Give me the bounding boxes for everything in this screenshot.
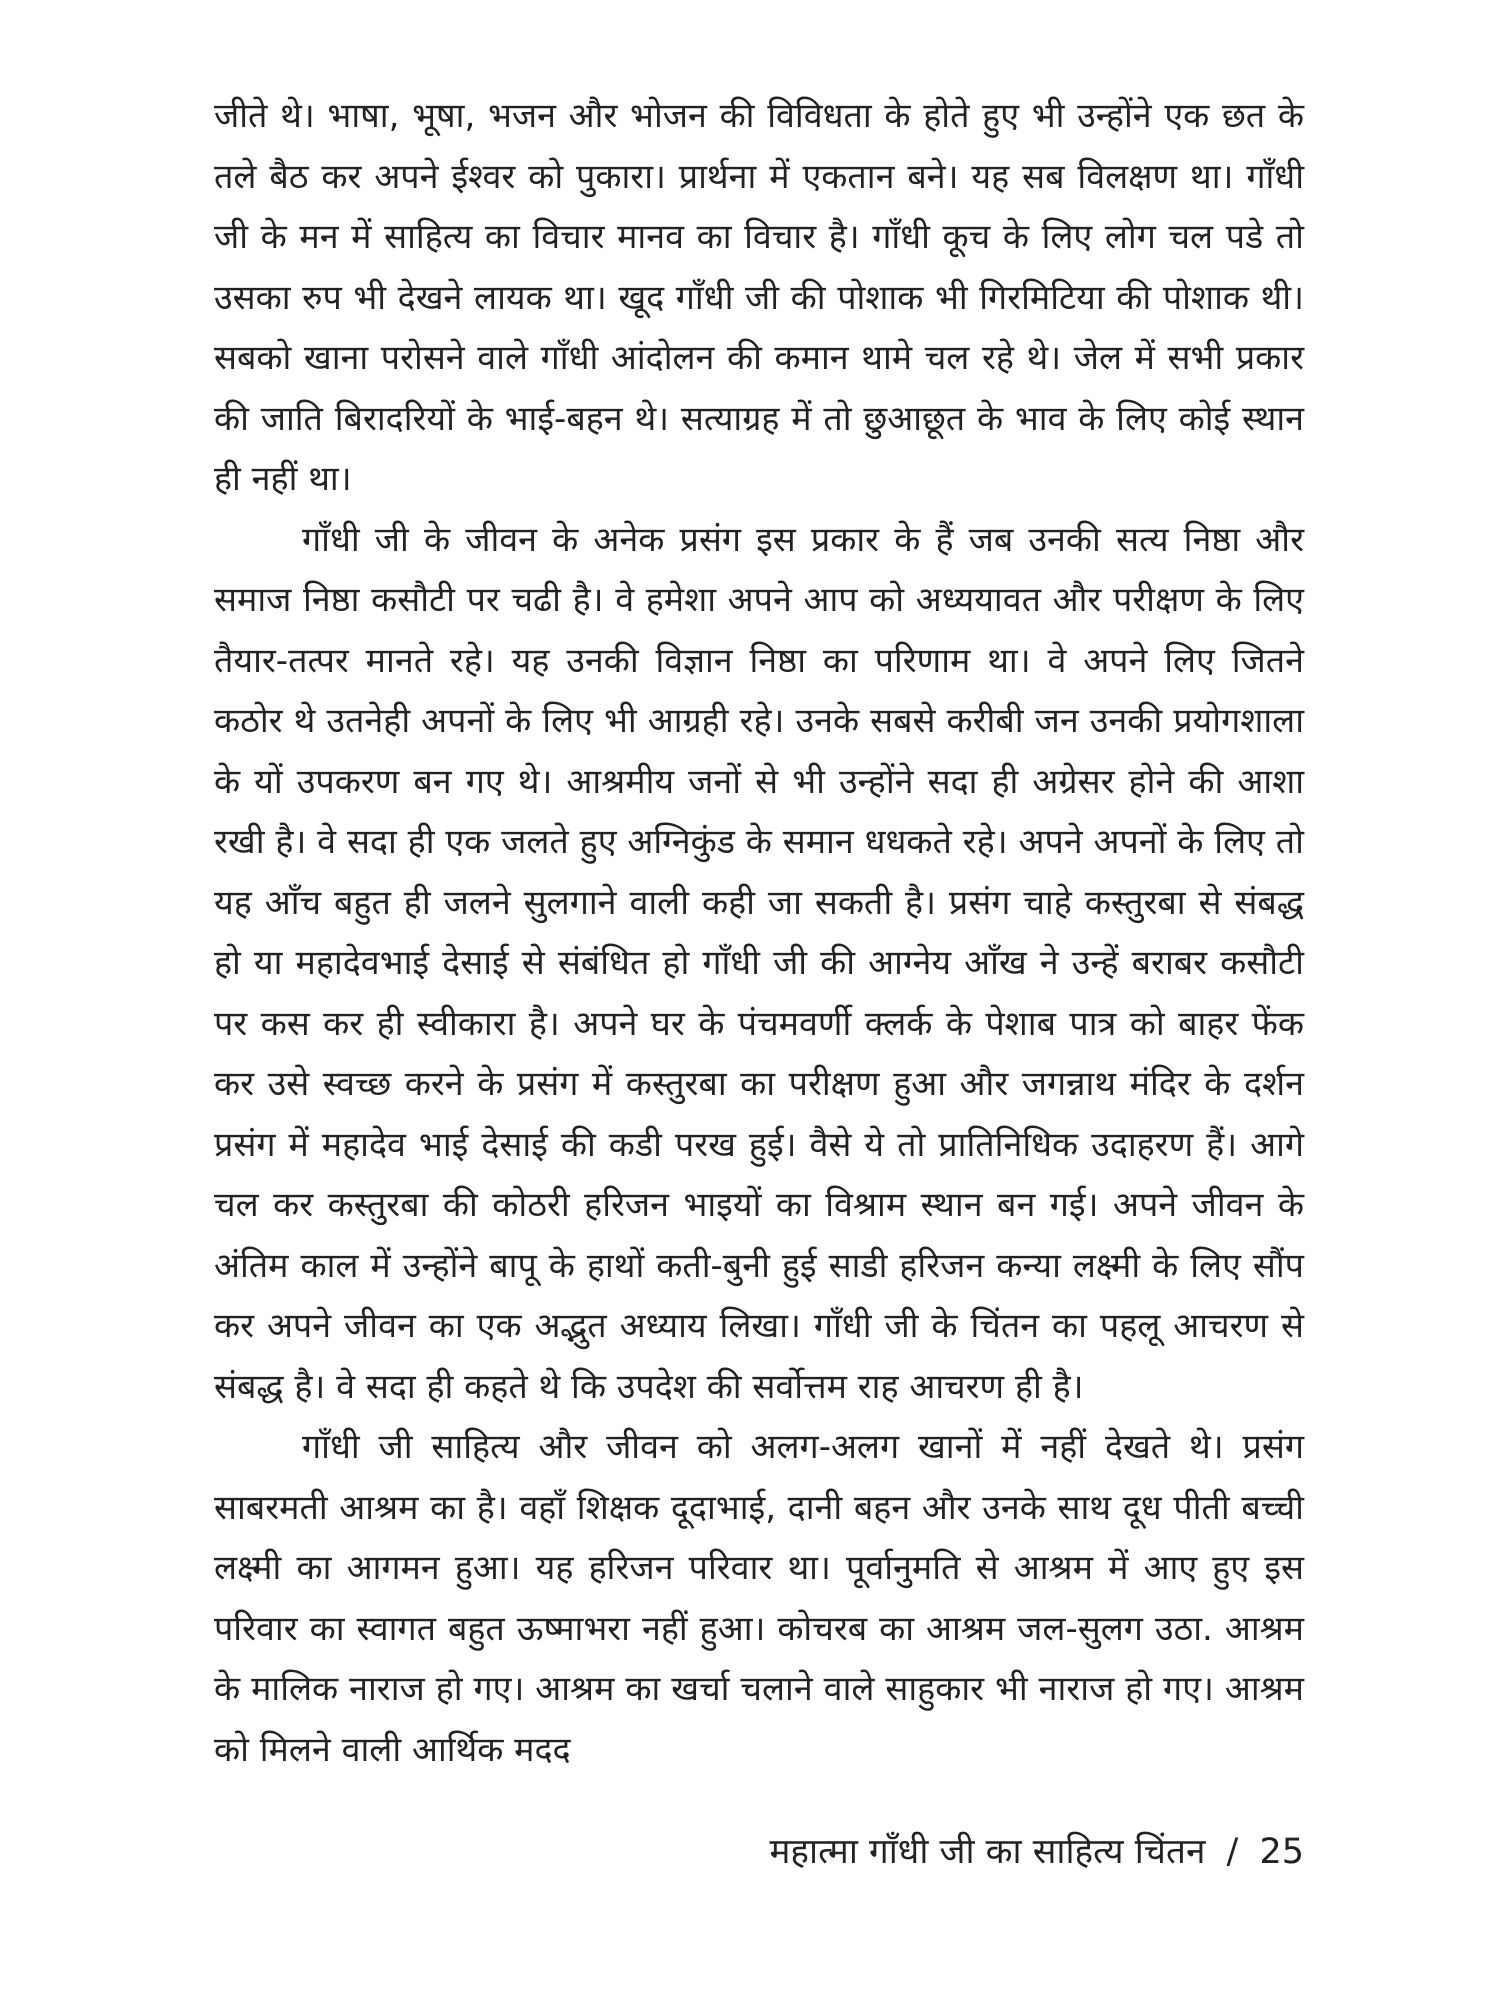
paragraph-3: गाँधी जी साहित्य और जीवन को अलग-अलग खानों में नहीं देखते थे। प्रसंग साबरमती आश्रम का है। वहाँ शिक्षक दूदाभाई, दानी बहन और उनके साथ दूध पीती बच्ची लक्ष्मी का आगमन हुआ। यह हरिजन परिवार था। पूर्वानुमति से आश्रम में आए हुए इस परिवार का स्वागत बहुत ऊष्माभरा नहीं हुआ। कोचरब का आश्रम जल-सुलग उठा. आश्रम के मालिक नाराज हो गए। आश्रम का खर्चा चलाने वाले साहुकार भी नाराज हो गए। आश्रम को मिलने वाली आर्थिक मदद [214, 1427, 1304, 1770]
page-footer [690, 1828, 1304, 1876]
paragraph-1: जीते थे। भाषा, भूषा, भजन और भोजन की विविधता के होते हुए भी उन्होंने एक छत के तले बैठ कर अपने ईश्वर को पुकारा। प्रार्थना में एकतान बने। यह सब विलक्षण था। गाँधी जी के मन में साहित्य का विचार मानव का विचार है। गाँधी कूच के लिए लोग चल पडे तो उसका रुप भी देखने लायक था। खूद गाँधी जी की पोशाक भी गिरमिटिया की पोशाक थी। सबको खाना परोसने वाले गाँधी आंदोलन की कमान थामे चल रहे थे। जेल में सभी प्रकार की जाति बिरादरियों के भाई-बहन थे। सत्याग्रह में तो छुआछूत के भाव के लिए कोई स्थान ही नहीं था। [214, 96, 1304, 499]
footer-separator: / [1226, 1832, 1239, 1872]
page-number: 25 [1259, 1832, 1304, 1872]
page-body [214, 86, 1304, 1780]
paragraph-2: गाँधी जी के जीवन के अनेक प्रसंग इस प्रकार के हैं जब उनकी सत्य निष्ठा और समाज निष्ठा कसौटी पर चढी है। वे हमेशा अपने आप को अध्ययावत और परीक्षण के लिए तैयार-तत्पर मानते रहे। यह उनकी विज्ञान निष्ठा का परिणाम था। वे अपने लिए जितने कठोर थे उतनेही अपनों के लिए भी आग्रही रहे। उनके सबसे करीबी जन उनकी प्रयोगशाला के यों उपकरण बन गए थे। आश्रमीय जनों से भी उन्होंने सदा ही अग्रेसर होने की आशा रखी है। वे सदा ही एक जलते हुए अग्निकुंड के समान धधकते रहे। अपने अपनों के लिए तो यह आँच बहुत ही जलने सुलगाने वाली कही जा सकती है। प्रसंग चाहे कस्तुरबा से संबद्ध हो या महादेवभाई देसाई से संबंधित हो गाँधी जी की आग्नेय आँख ने उन्हें बराबर कसौटी पर कस कर ही स्वीकारा है। अपने घर के पंचमवर्णी क्लर्क के पेशाब पात्र को बाहर फेंक कर उसे स्वच्छ करने के प्रसंग में कस्तुरबा का परीक्षण हुआ और जगन्नाथ मंदिर के दर्शन प्रसंग में महादेव भाई देसाई की कडी परख हुई। वैसे ये तो प्रातिनिधिक उदाहरण हैं। आगे चल कर कस्तुरबा की कोठरी हरिजन भाइयों का विश्राम स्थान बन गई। अपने जीवन के अंतिम काल में उन्होंने बापू के हाथों कती-बुनी हुई साडी हरिजन कन्या लक्ष्मी के लिए सौंप कर अपने जीवन का एक अद्भुत अध्याय लिखा। गाँधी जी के चिंतन का पहलू आचरण से संबद्ध है। वे सदा ही कहते थे कि उपदेश की सर्वोत्तम राह आचरण ही है। [214, 519, 1304, 1407]
running-title: महात्मा गाँधी जी का साहित्य चिंतन [769, 1832, 1206, 1872]
